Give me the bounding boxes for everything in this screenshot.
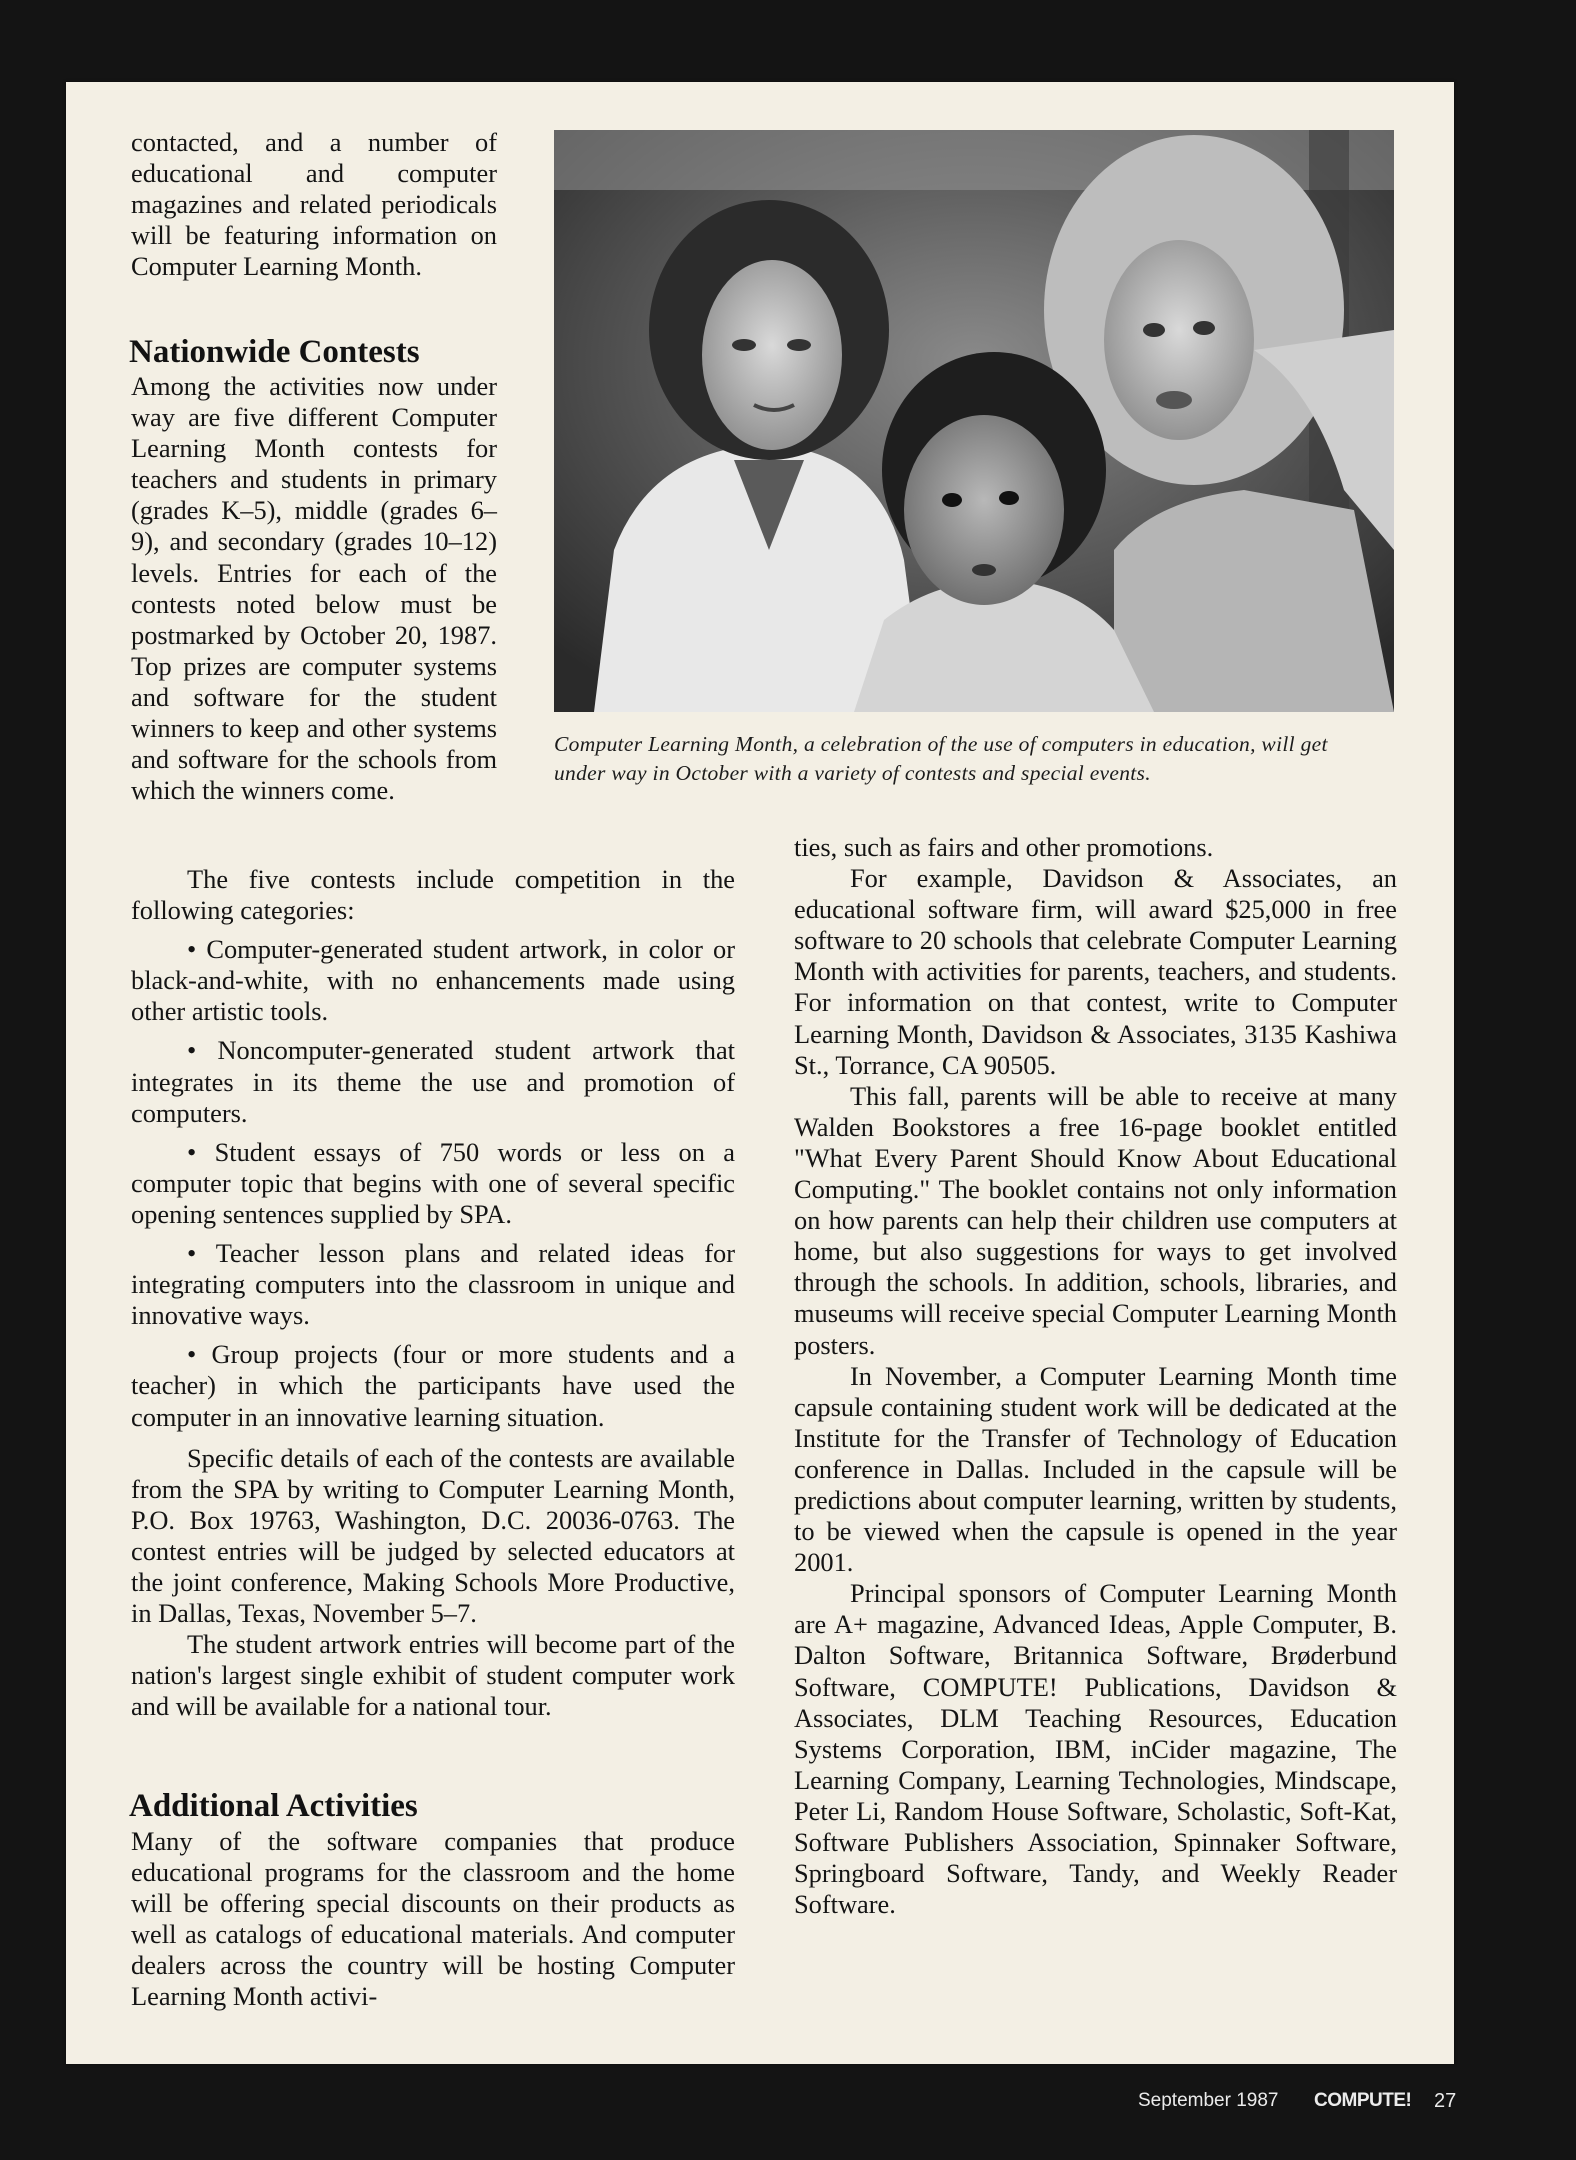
photo-caption: Computer Learning Month, a celebration of the use of computers in education, will get under way in October with a variety of contests and special events. [554, 732, 1328, 785]
column-1-intro [131, 127, 497, 282]
footer-page-number: 27 [1434, 2090, 1457, 2112]
bullet-item: • Group projects (four or more students and a teacher) in which the participants have used the computer in an innovative learning situation. [131, 1339, 735, 1432]
activities-paragraph: Many of the software companies that produce educational programs for the classroom and the home will be offering special discounts on their products as well as catalogs of educational materials. And computer dealers across the country will be hosting Computer Learning Month activi- [131, 1826, 735, 2012]
bullet-item: • Teacher lesson plans and related ideas for integrating computers into the classroom in unique and innovative ways. [131, 1238, 735, 1331]
heading-additional-activities: Additional Activities [129, 1788, 418, 1824]
footer-date: September 1987 [1138, 2090, 1279, 2111]
paragraph: This fall, parents will be able to receive at many Walden Bookstores a free 16-page booklet entitled "What Every Parent Should Know About Educational Computing." The booklet contains not only information on how parents can help their children use computers at home, but also suggestions for ways to get involved through the schools. In addition, schools, libraries, and museums will receive special Computer Learning Month posters. [794, 1080, 1397, 1360]
intro-paragraph: contacted, and a number of educational and computer magazines and related periodicals will be featuring information on Computer Learning Month. [131, 127, 497, 282]
paragraph: In November, a Computer Learning Month time capsule containing student work will be dedicated at the Institute for the Transfer of Technology of Education conference in Dallas. Included in the capsule will be predictions about computer learning, written by students, to be viewed when the capsule is opened in the year 2001. [794, 1360, 1397, 1578]
bullet-item: • Noncomputer-generated student artwork that integrates in its theme the use and promotion of computers. [131, 1035, 735, 1128]
contests-intro-paragraph: Among the activities now under way are five different Computer Learning Month contests for teachers and students in primary (grades K–5), middle (grades 6–9), and secondary (grades 10–12) levels. Entries for each of the contests noted below must be postmarked by October 20, 1987. Top prizes are computer systems and software for the student winners to keep and other systems and software for the schools from which the winners come. [131, 371, 497, 806]
paragraph: The student artwork entries will become part of the nation's largest single exhibit of student computer work and will be available for a national tour. [131, 1629, 735, 1722]
bullet-item: • Computer-generated student artwork, in color or black-and-white, with no enhancements made using other artistic tools. [131, 934, 735, 1027]
paragraph: The five contests include competition in the following categories: [131, 864, 735, 926]
paragraph: Specific details of each of the contests are available from the SPA by writing to Computer Learning Month, P.O. Box 19763, Washington, D.C. 20036-0763. The contest entries will be judged by selected educators at the joint conference, Making Schools More Productive, in Dallas, Texas, November 5–7. [131, 1442, 735, 1629]
paragraph: ties, such as fairs and other promotions. [794, 832, 1214, 862]
paragraph: Principal sponsors of Computer Learning Month are A+ magazine, Advanced Ideas, Apple Computer, B. Dalton Software, Britannica Software, Brøderbund Software, COMPUTE! Publications, Davidson & Associates, DLM Teaching Resources, Education Systems Corporation, IBM, inCider magazine, The Learning Company, Learning Technologies, Mindscape, Peter Li, Random House Software, Scholastic, Soft-Kat, Software Publishers Association, Spinnaker Software, Springboard Software, Tandy, and Weekly Reader Software. [794, 1578, 1397, 1920]
column-2-final [131, 1826, 735, 2013]
footer-magazine-name: COMPUTE! [1314, 2090, 1412, 2111]
column-1-body [131, 371, 497, 806]
column-2 [131, 864, 735, 1722]
bullet-item: • Student essays of 750 words or less on a computer topic that begins with one of several specific opening sentences supplied by SPA. [131, 1136, 735, 1229]
children-computer-photo [554, 130, 1394, 712]
photo-illustration [554, 130, 1394, 712]
heading-nationwide-contests: Nationwide Contests [129, 334, 420, 370]
paragraph: For example, Davidson & Associates, an educational software firm, will award $25,000 in free software to 20 schools that celebrate Computer Learning Month with activities for parents, teachers, and students. For information on that contest, write to Computer Learning Month, Davidson & Associates, 3135 Kashiwa St., Torrance, CA 90505. [794, 863, 1397, 1080]
column-3 [794, 832, 1397, 1920]
